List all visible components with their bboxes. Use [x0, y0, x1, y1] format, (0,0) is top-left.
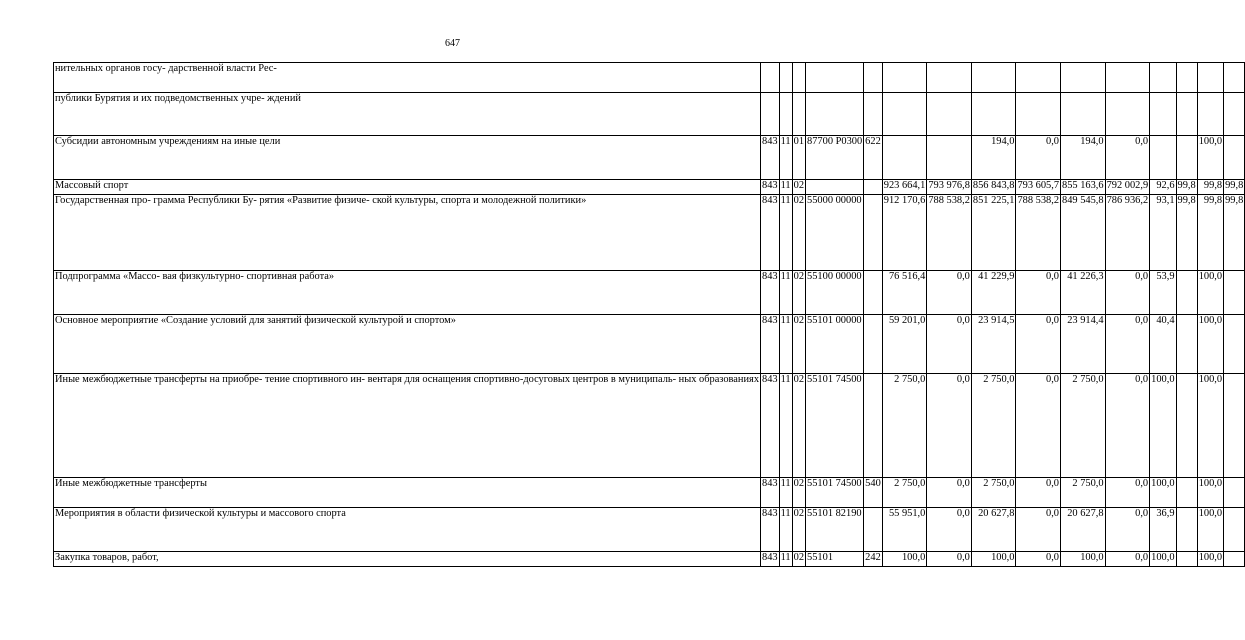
percent-2 — [1176, 478, 1197, 508]
section-code: 11 — [779, 374, 792, 478]
table-row — [54, 93, 1245, 136]
row-name: Субсидии автономным учреждениям на иные цели — [54, 136, 761, 180]
value-6 — [1105, 63, 1150, 93]
expense-type-code — [864, 374, 883, 478]
percent-4 — [1224, 315, 1245, 374]
percent-2 — [1176, 271, 1197, 315]
expense-type-code — [864, 93, 883, 136]
value-1: 59 201,0 — [882, 315, 927, 374]
percent-4 — [1224, 271, 1245, 315]
value-1: 923 664,1 — [882, 180, 927, 195]
percent-2 — [1176, 136, 1197, 180]
percent-1: 40,4 — [1150, 315, 1176, 374]
value-6: 0,0 — [1105, 136, 1150, 180]
table-row — [54, 478, 1245, 508]
percent-1 — [1150, 93, 1176, 136]
expense-type-code: 622 — [864, 136, 883, 180]
value-3 — [971, 93, 1016, 136]
row-name: Государственная про- грамма Республики Бу- рятия «Развитие физиче- ской культуры, спорта и молодежной политики» — [54, 195, 761, 271]
value-1: 100,0 — [882, 552, 927, 567]
section-code: 11 — [779, 271, 792, 315]
table-row — [54, 374, 1245, 478]
value-5: 194,0 — [1061, 136, 1106, 180]
value-3: 856 843,8 — [971, 180, 1016, 195]
value-5: 2 750,0 — [1061, 478, 1106, 508]
percent-1 — [1150, 136, 1176, 180]
percent-3: 100,0 — [1197, 552, 1223, 567]
percent-3: 100,0 — [1197, 315, 1223, 374]
table-row — [54, 552, 1245, 567]
row-name: Закупка товаров, работ, — [54, 552, 761, 567]
value-6: 0,0 — [1105, 271, 1150, 315]
ved-code: 843 — [761, 271, 780, 315]
subsection-code: 02 — [792, 374, 805, 478]
value-2: 0,0 — [927, 508, 972, 552]
percent-1: 100,0 — [1150, 374, 1176, 478]
expense-type-code — [864, 180, 883, 195]
value-5: 855 163,6 — [1061, 180, 1106, 195]
value-3: 23 914,5 — [971, 315, 1016, 374]
value-1: 55 951,0 — [882, 508, 927, 552]
value-4: 0,0 — [1016, 508, 1061, 552]
value-2: 0,0 — [927, 552, 972, 567]
percent-2: 99,8 — [1176, 195, 1197, 271]
value-5: 849 545,8 — [1061, 195, 1106, 271]
target-article-code: 55101 74500 — [806, 374, 864, 478]
target-article-code: 55101 82190 — [806, 508, 864, 552]
value-2: 0,0 — [927, 271, 972, 315]
value-4 — [1016, 93, 1061, 136]
value-1 — [882, 136, 927, 180]
row-name: публики Бурятия и их подведомственных учре- ждений — [54, 93, 761, 136]
percent-2 — [1176, 315, 1197, 374]
section-code: 11 — [779, 315, 792, 374]
percent-2 — [1176, 63, 1197, 93]
value-2: 793 976,8 — [927, 180, 972, 195]
section-code: 11 — [779, 552, 792, 567]
percent-1: 92,6 — [1150, 180, 1176, 195]
value-5: 100,0 — [1061, 552, 1106, 567]
value-3: 2 750,0 — [971, 374, 1016, 478]
page-number: 647 — [445, 38, 460, 49]
value-4 — [1016, 63, 1061, 93]
subsection-code: 01 — [792, 136, 805, 180]
value-1: 2 750,0 — [882, 374, 927, 478]
expense-type-code — [864, 195, 883, 271]
section-code: 11 — [779, 180, 792, 195]
value-5 — [1061, 63, 1106, 93]
subsection-code: 02 — [792, 552, 805, 567]
percent-2 — [1176, 93, 1197, 136]
value-2: 0,0 — [927, 374, 972, 478]
expense-type-code — [864, 315, 883, 374]
value-3: 41 229,9 — [971, 271, 1016, 315]
table-row — [54, 508, 1245, 552]
value-5: 23 914,4 — [1061, 315, 1106, 374]
percent-2 — [1176, 552, 1197, 567]
table-row — [54, 315, 1245, 374]
target-article-code: 55000 00000 — [806, 195, 864, 271]
expense-type-code: 242 — [864, 552, 883, 567]
percent-1: 100,0 — [1150, 552, 1176, 567]
percent-4 — [1224, 552, 1245, 567]
subsection-code — [792, 63, 805, 93]
section-code: 11 — [779, 195, 792, 271]
subsection-code: 02 — [792, 271, 805, 315]
table-row — [54, 180, 1245, 195]
section-code: 11 — [779, 508, 792, 552]
expense-type-code — [864, 508, 883, 552]
percent-4 — [1224, 374, 1245, 478]
value-5: 2 750,0 — [1061, 374, 1106, 478]
ved-code: 843 — [761, 315, 780, 374]
ved-code: 843 — [761, 478, 780, 508]
value-4: 0,0 — [1016, 315, 1061, 374]
percent-3: 100,0 — [1197, 478, 1223, 508]
value-1 — [882, 63, 927, 93]
budget-table — [53, 62, 1245, 567]
percent-2: 99,8 — [1176, 180, 1197, 195]
target-article-code — [806, 180, 864, 195]
value-1 — [882, 93, 927, 136]
subsection-code: 02 — [792, 195, 805, 271]
value-6: 792 002,9 — [1105, 180, 1150, 195]
percent-2 — [1176, 508, 1197, 552]
expense-type-code — [864, 271, 883, 315]
value-3: 851 225,1 — [971, 195, 1016, 271]
subsection-code: 02 — [792, 180, 805, 195]
percent-4 — [1224, 508, 1245, 552]
value-2 — [927, 63, 972, 93]
target-article-code: 87700 P0300 — [806, 136, 864, 180]
percent-4 — [1224, 63, 1245, 93]
value-3: 100,0 — [971, 552, 1016, 567]
value-6: 0,0 — [1105, 315, 1150, 374]
ved-code — [761, 93, 780, 136]
value-1: 2 750,0 — [882, 478, 927, 508]
value-2: 0,0 — [927, 478, 972, 508]
section-code: 11 — [779, 478, 792, 508]
subsection-code — [792, 93, 805, 136]
value-3: 2 750,0 — [971, 478, 1016, 508]
ved-code: 843 — [761, 180, 780, 195]
value-2: 788 538,2 — [927, 195, 972, 271]
percent-3 — [1197, 63, 1223, 93]
section-code: 11 — [779, 136, 792, 180]
value-5: 20 627,8 — [1061, 508, 1106, 552]
value-5: 41 226,3 — [1061, 271, 1106, 315]
value-3 — [971, 63, 1016, 93]
value-2 — [927, 136, 972, 180]
value-1: 76 516,4 — [882, 271, 927, 315]
ved-code: 843 — [761, 374, 780, 478]
value-6: 0,0 — [1105, 374, 1150, 478]
ved-code — [761, 63, 780, 93]
value-4: 0,0 — [1016, 136, 1061, 180]
percent-4 — [1224, 478, 1245, 508]
expense-type-code: 540 — [864, 478, 883, 508]
value-4: 0,0 — [1016, 478, 1061, 508]
percent-4 — [1224, 136, 1245, 180]
percent-1: 93,1 — [1150, 195, 1176, 271]
value-6 — [1105, 93, 1150, 136]
target-article-code: 55101 74500 — [806, 478, 864, 508]
row-name: нительных органов госу- дарственной власти Рес- — [54, 63, 761, 93]
percent-1: 36,9 — [1150, 508, 1176, 552]
value-4: 788 538,2 — [1016, 195, 1061, 271]
percent-3: 100,0 — [1197, 374, 1223, 478]
expense-type-code — [864, 63, 883, 93]
percent-1: 53,9 — [1150, 271, 1176, 315]
section-code — [779, 93, 792, 136]
ved-code: 843 — [761, 136, 780, 180]
value-6: 786 936,2 — [1105, 195, 1150, 271]
table-row — [54, 63, 1245, 93]
subsection-code: 02 — [792, 508, 805, 552]
percent-3 — [1197, 93, 1223, 136]
row-name: Мероприятия в области физической культуры и массового спорта — [54, 508, 761, 552]
value-1: 912 170,6 — [882, 195, 927, 271]
target-article-code: 55101 00000 — [806, 315, 864, 374]
value-6: 0,0 — [1105, 508, 1150, 552]
row-name: Основное мероприятие «Создание условий для занятий физической культурой и спортом» — [54, 315, 761, 374]
table-row — [54, 195, 1245, 271]
percent-1 — [1150, 63, 1176, 93]
table-row — [54, 136, 1245, 180]
subsection-code: 02 — [792, 478, 805, 508]
percent-3: 100,0 — [1197, 136, 1223, 180]
row-name: Подпрограмма «Массо- вая физкультурно- спортивная работа» — [54, 271, 761, 315]
value-4: 793 605,7 — [1016, 180, 1061, 195]
value-4: 0,0 — [1016, 271, 1061, 315]
percent-3: 99,8 — [1197, 195, 1223, 271]
target-article-code — [806, 93, 864, 136]
value-2 — [927, 93, 972, 136]
row-name: Иные межбюджетные трансферты — [54, 478, 761, 508]
percent-4: 99,8 — [1224, 195, 1245, 271]
value-6: 0,0 — [1105, 478, 1150, 508]
value-3: 194,0 — [971, 136, 1016, 180]
value-4: 0,0 — [1016, 374, 1061, 478]
percent-3: 100,0 — [1197, 271, 1223, 315]
percent-4: 99,8 — [1224, 180, 1245, 195]
value-2: 0,0 — [927, 315, 972, 374]
ved-code: 843 — [761, 508, 780, 552]
percent-1: 100,0 — [1150, 478, 1176, 508]
value-5 — [1061, 93, 1106, 136]
target-article-code: 55101 — [806, 552, 864, 567]
target-article-code: 55100 00000 — [806, 271, 864, 315]
ved-code: 843 — [761, 195, 780, 271]
value-6: 0,0 — [1105, 552, 1150, 567]
target-article-code — [806, 63, 864, 93]
row-name: Иные межбюджетные трансферты на приобре- тение спортивного ин- вентаря для оснащения спортивно-досуговых центров в муниципаль- ных образованиях — [54, 374, 761, 478]
ved-code: 843 — [761, 552, 780, 567]
percent-4 — [1224, 93, 1245, 136]
value-3: 20 627,8 — [971, 508, 1016, 552]
row-name: Массовый спорт — [54, 180, 761, 195]
section-code — [779, 63, 792, 93]
percent-2 — [1176, 374, 1197, 478]
percent-3: 100,0 — [1197, 508, 1223, 552]
value-4: 0,0 — [1016, 552, 1061, 567]
table-row — [54, 271, 1245, 315]
percent-3: 99,8 — [1197, 180, 1223, 195]
subsection-code: 02 — [792, 315, 805, 374]
